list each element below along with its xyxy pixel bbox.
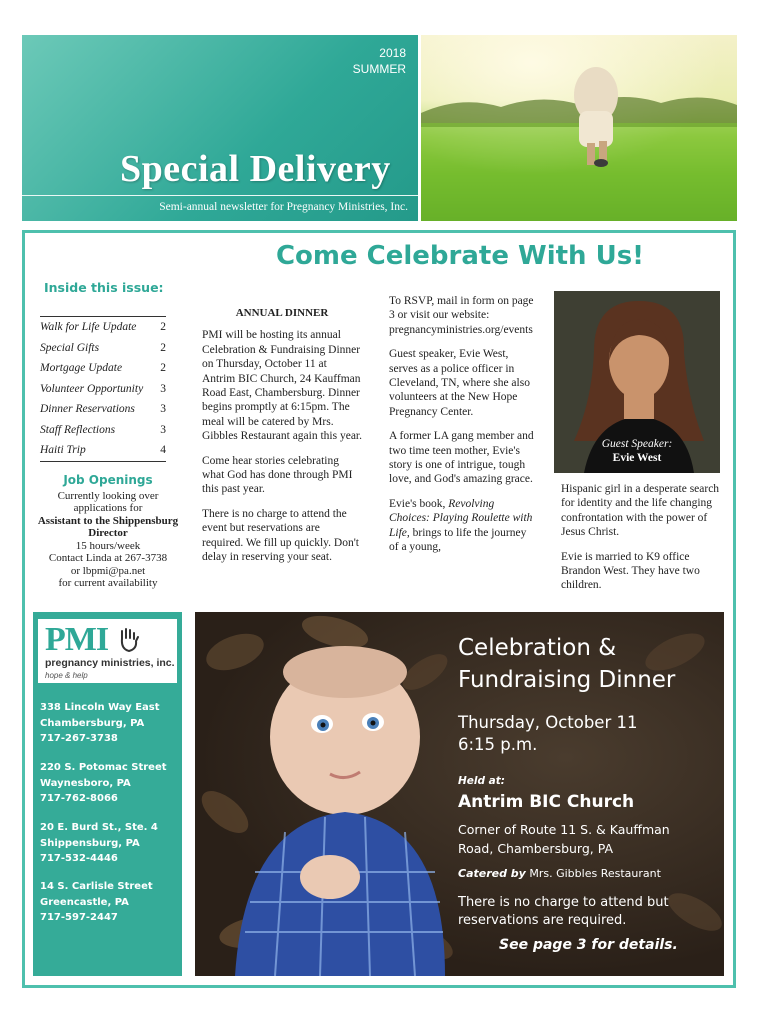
- event-address: [458, 820, 670, 858]
- rsvp-paragraph: To RSVP, mail in form on page 3 or visit our website: pregnancyministries.org/events: [389, 295, 534, 336]
- toc-item[interactable]: [40, 338, 166, 359]
- book-outro: brings to life the journey of a young,: [389, 526, 527, 554]
- held-at-label: Held at:: [458, 775, 505, 787]
- toc-item[interactable]: [40, 358, 166, 379]
- event-address-line1: Corner of Route 11 S. & Kauffman: [458, 822, 670, 837]
- toc-item-label: Dinner Reservations: [40, 403, 135, 415]
- org-tagline: hope & help: [45, 671, 88, 680]
- toc-item-page: 2: [160, 321, 166, 333]
- charge-note: [458, 894, 669, 930]
- org-name: pregnancy ministries, inc.: [45, 657, 175, 669]
- event-venue: Antrim BIC Church: [458, 792, 635, 812]
- masthead-divider: [22, 195, 418, 196]
- event-title: [458, 632, 675, 696]
- see-details-link[interactable]: See page 3 for details.: [499, 937, 678, 953]
- toc-item[interactable]: [40, 440, 166, 462]
- toc-item-label: Volunteer Opportunity: [40, 382, 144, 395]
- book-intro: Evie's book,: [389, 497, 449, 510]
- location-block: [40, 700, 160, 747]
- speaker-caption-label: Guest Speaker:: [601, 438, 673, 450]
- pmi-logo: [38, 619, 177, 683]
- book-title: Revolving Choices: Playing Roulette with Life,: [389, 497, 533, 539]
- event-time: 6:15 p.m.: [458, 735, 538, 754]
- location-block: [40, 820, 158, 867]
- speaker-caption: [554, 437, 720, 465]
- location-street: 338 Lincoln Way East: [40, 702, 160, 713]
- hand-icon: [118, 627, 140, 653]
- event-title-line2: Fundraising Dinner: [458, 667, 676, 693]
- issue-year: 2018: [379, 46, 406, 60]
- caterer-name: Mrs. Gibbles Restaurant: [529, 867, 661, 880]
- job-hours: 15 hours/week: [75, 539, 141, 552]
- catered-label: Catered by: [458, 867, 526, 880]
- location-city: Greencastle, PA: [40, 896, 129, 908]
- location-city: Waynesboro, PA: [40, 777, 131, 789]
- issue-season: SUMMER: [352, 62, 406, 76]
- masthead: [22, 35, 418, 221]
- job-contact: Contact Linda at 267-3738: [48, 552, 168, 564]
- job-intro: Currently looking over applications for: [57, 489, 159, 514]
- job-note: for current availability: [58, 577, 158, 589]
- article-column-3: [561, 482, 721, 603]
- article-paragraph: There is no charge to attend the event but reservations are required. We fill up quickly. Don't delay in reserving your seat.: [202, 507, 360, 564]
- location-street: 20 E. Burd St., Ste. 4: [40, 822, 158, 833]
- toc-item-page: 3: [160, 423, 166, 436]
- toc-item[interactable]: [40, 316, 166, 338]
- article-heading: ANNUAL DINNER: [235, 307, 329, 319]
- issue-date: [353, 45, 406, 77]
- charge-note-line2: reservations are required.: [458, 913, 627, 928]
- article-paragraph: Evie is married to K9 office Brandon West. They have two children.: [561, 550, 700, 592]
- toddler-field-photo: [421, 35, 737, 221]
- location-phone[interactable]: 717-267-3738: [40, 733, 118, 744]
- article-paragraph: Hispanic girl in a desperate search for identity and the life changing confrontation with the power of Jesus Christ.: [561, 483, 720, 539]
- job-position: Assistant to the Shippensburg Director: [37, 514, 179, 539]
- toc-item[interactable]: [40, 399, 166, 420]
- job-openings-title: Job Openings: [63, 473, 153, 487]
- newsletter-title: Special Delivery: [120, 148, 391, 190]
- article-paragraph: Come hear stories celebrating what God has done through PMI this past year.: [202, 454, 353, 496]
- toc-item-label: Walk for Life Update: [40, 321, 137, 333]
- location-block: [40, 879, 153, 926]
- event-datetime: [458, 712, 638, 756]
- location-street: 14 S. Carlisle Street: [40, 881, 153, 892]
- article-paragraph: A former LA gang member and two time teen mother, Evie's story is one of intrigue, tough love, and God's amazing grace.: [389, 430, 534, 486]
- event-date: Thursday, October 11: [458, 713, 638, 732]
- event-banner: [195, 612, 724, 976]
- article-paragraph: PMI will be hosting its annual Celebration & Fundraising Dinner on Thursday, October 11 at Antrim BIC Church, 24 Kauffman Road East, Chambersburg. Dinner begins promptly at 6:15pm. The meal will be catered by Mrs. Gibbles Restaurant again this year.: [202, 329, 363, 443]
- toc-item-page: 2: [160, 362, 166, 374]
- charge-note-line1: There is no charge to attend but: [458, 895, 669, 910]
- job-openings: [36, 474, 180, 590]
- toc-item-label: Haiti Trip: [40, 444, 86, 456]
- article-column-1: [202, 306, 362, 575]
- article-paragraph: Guest speaker, Evie West, serves as a police officer in Cleveland, TN, where she also volunteers at the New Hope Pregnancy Center.: [389, 348, 530, 418]
- logo-wordmark: PMI: [45, 621, 109, 658]
- toc-item-label: Special Gifts: [40, 341, 100, 354]
- toc-item-page: 3: [160, 403, 166, 415]
- toc-item-label: Mortgage Update: [40, 362, 123, 374]
- location-city: Shippensburg, PA: [40, 837, 140, 849]
- article-column-2: [389, 294, 537, 565]
- speaker-portrait: [554, 291, 720, 473]
- event-address-line2: Road, Chambersburg, PA: [458, 841, 614, 856]
- location-phone[interactable]: 717-597-2447: [40, 912, 118, 923]
- toc-item-page: 4: [160, 444, 166, 456]
- toc-item[interactable]: [40, 379, 166, 400]
- page-headline: Come Celebrate With Us!: [275, 241, 645, 271]
- speaker-caption-name: Evie West: [612, 452, 662, 464]
- toc-item[interactable]: [40, 420, 166, 441]
- inside-issue-title: Inside this issue:: [44, 280, 164, 295]
- catering-line: [458, 867, 661, 880]
- article-paragraph: [389, 497, 537, 555]
- location-block: [40, 760, 167, 807]
- toddler-field-illustration: [421, 35, 737, 221]
- toc-item-label: Staff Reflections: [40, 423, 116, 436]
- location-street: 220 S. Potomac Street: [40, 762, 167, 773]
- event-title-line1: Celebration &: [458, 635, 617, 661]
- newsletter-subtitle: Semi-annual newsletter for Pregnancy Ministries, Inc.: [159, 201, 408, 213]
- location-phone[interactable]: 717-762-8066: [40, 793, 118, 804]
- toc-item-page: 3: [160, 382, 166, 395]
- location-city: Chambersburg, PA: [40, 717, 145, 729]
- table-of-contents: [40, 316, 166, 462]
- location-phone[interactable]: 717-532-4446: [40, 853, 118, 864]
- toc-item-page: 2: [160, 341, 166, 354]
- job-email[interactable]: or lbpmi@pa.net: [70, 564, 146, 577]
